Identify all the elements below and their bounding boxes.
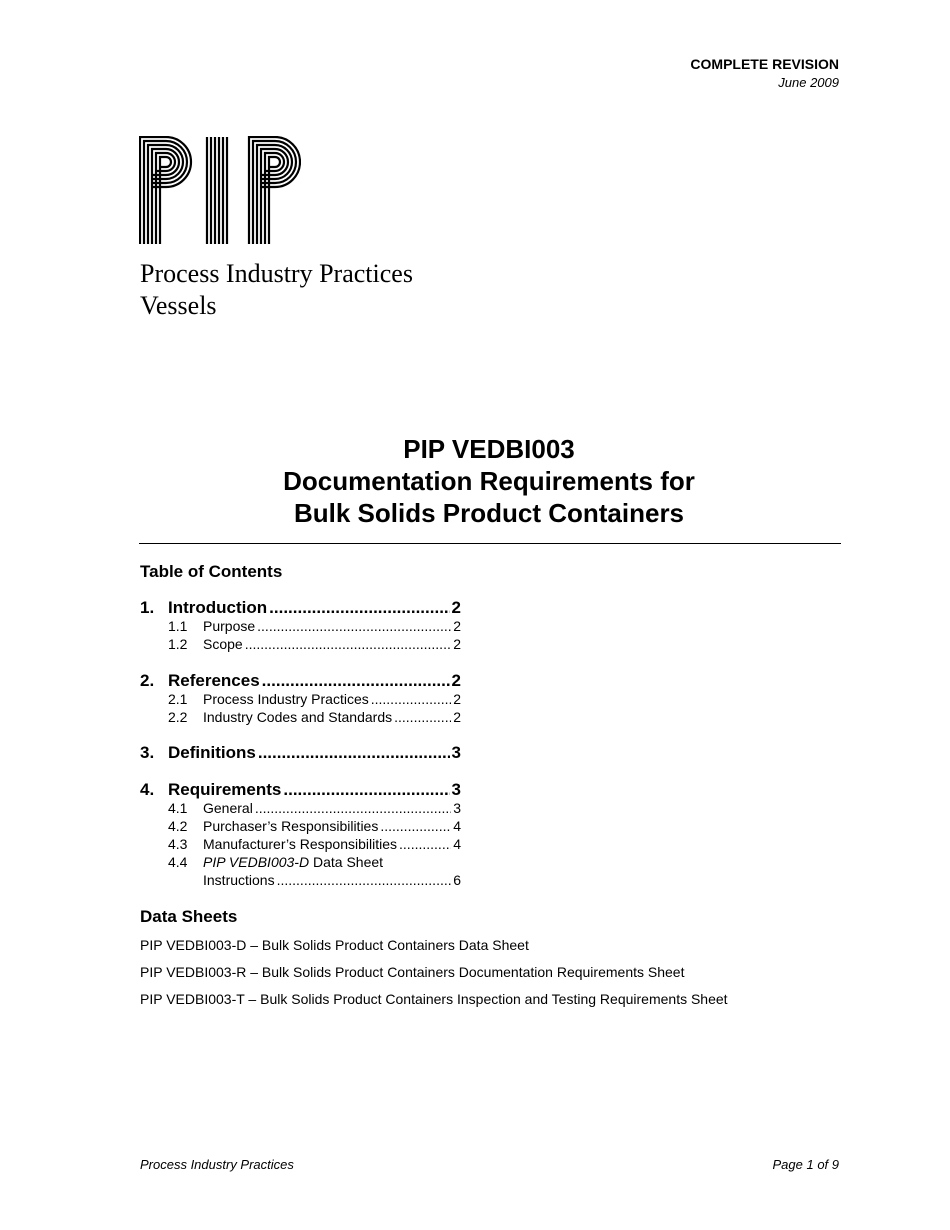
- toc-item-number: 2.2: [168, 709, 188, 725]
- toc-item-industry-codes[interactable]: [140, 709, 461, 727]
- toc-section-number: 3.: [140, 743, 155, 762]
- toc-section-title: Requirements: [168, 780, 282, 799]
- toc-section-number: 1.: [140, 598, 155, 617]
- toc-page-number: 6: [453, 872, 461, 888]
- document-title-line2: Bulk Solids Product Containers: [293, 498, 685, 528]
- toc-item-purchaser-responsibilities[interactable]: [140, 818, 461, 836]
- toc-page-number: 2: [453, 709, 461, 725]
- toc-item-title: Manufacturer’s Responsibilities: [203, 836, 398, 852]
- toc-page-number: 3: [451, 780, 461, 799]
- toc-page-number: 3: [451, 743, 461, 762]
- toc-item-title-italic: PIP VEDBI003-D: [203, 854, 310, 870]
- document-number: PIP VEDBI003: [403, 434, 575, 464]
- toc-section-title: References: [168, 671, 260, 690]
- toc-heading: Table of Contents: [140, 562, 283, 581]
- toc-section-definitions[interactable]: [140, 743, 461, 763]
- toc-item-title: Instructions: [203, 872, 275, 888]
- toc-item-number: 4.4: [168, 854, 188, 870]
- title-divider: [139, 543, 841, 544]
- toc-item-general[interactable]: [140, 800, 461, 818]
- toc-page-number: 4: [453, 818, 461, 834]
- toc-item-scope[interactable]: [140, 636, 461, 654]
- revision-label: COMPLETE REVISION: [690, 56, 839, 72]
- toc-item-title: Purchaser’s Responsibilities: [203, 818, 379, 834]
- toc-section-title: Definitions: [168, 743, 256, 762]
- toc-item-title: Data Sheet: [309, 854, 384, 870]
- toc-item-data-sheet-instructions-cont[interactable]: [140, 872, 461, 890]
- toc-item-data-sheet-instructions[interactable]: [140, 854, 461, 872]
- toc-section-number: 4.: [140, 780, 155, 799]
- toc-item-title: General: [203, 800, 253, 816]
- toc-page-number: 3: [453, 800, 461, 816]
- organization-name: Process Industry Practices: [140, 259, 413, 288]
- toc-section-references[interactable]: [140, 671, 461, 727]
- toc-page-number: 2: [453, 691, 461, 707]
- organization-subject: Vessels: [140, 291, 217, 320]
- toc-section-requirements[interactable]: [140, 780, 461, 890]
- footer-page-number: Page 1 of 9: [772, 1157, 839, 1172]
- data-sheet-item: PIP VEDBI003-T – Bulk Solids Product Containers Inspection and Testing Requirements Sheet: [140, 991, 728, 1007]
- toc-section-number: 2.: [140, 671, 155, 690]
- data-sheet-item: PIP VEDBI003-D – Bulk Solids Product Containers Data Sheet: [140, 937, 529, 953]
- toc-item-purpose[interactable]: [140, 618, 461, 636]
- toc-item-number: 2.1: [168, 691, 188, 707]
- toc-item-process-industry-practices[interactable]: [140, 691, 461, 709]
- document-title-line1: Documentation Requirements for: [283, 466, 695, 496]
- data-sheet-item: PIP VEDBI003-R – Bulk Solids Product Containers Documentation Requirements Sheet: [140, 964, 685, 980]
- toc-page-number: 2: [453, 618, 461, 634]
- toc-section-introduction[interactable]: [140, 598, 461, 654]
- toc-page-number: 2: [453, 636, 461, 652]
- toc-item-number: 1.1: [168, 618, 188, 634]
- data-sheets-heading: Data Sheets: [140, 907, 238, 926]
- revision-date: June 2009: [778, 75, 839, 90]
- toc-item-title: Process Industry Practices: [203, 691, 369, 707]
- footer-organization: Process Industry Practices: [140, 1157, 294, 1172]
- toc-page-number: 2: [451, 598, 461, 617]
- toc-page-number: 4: [453, 836, 461, 852]
- toc-item-number: 4.1: [168, 800, 188, 816]
- toc-item-number: 4.3: [168, 836, 188, 852]
- toc-item-title: Purpose: [203, 618, 256, 634]
- pip-logo-icon: [139, 136, 301, 244]
- toc-item-number: 4.2: [168, 818, 188, 834]
- toc-item-title: Scope: [203, 636, 243, 652]
- toc-page-number: 2: [451, 671, 461, 690]
- toc-item-number: 1.2: [168, 636, 188, 652]
- toc-item-manufacturer-responsibilities[interactable]: [140, 836, 461, 854]
- toc-item-title: Industry Codes and Standards: [203, 709, 393, 725]
- toc-section-title: Introduction: [168, 598, 268, 617]
